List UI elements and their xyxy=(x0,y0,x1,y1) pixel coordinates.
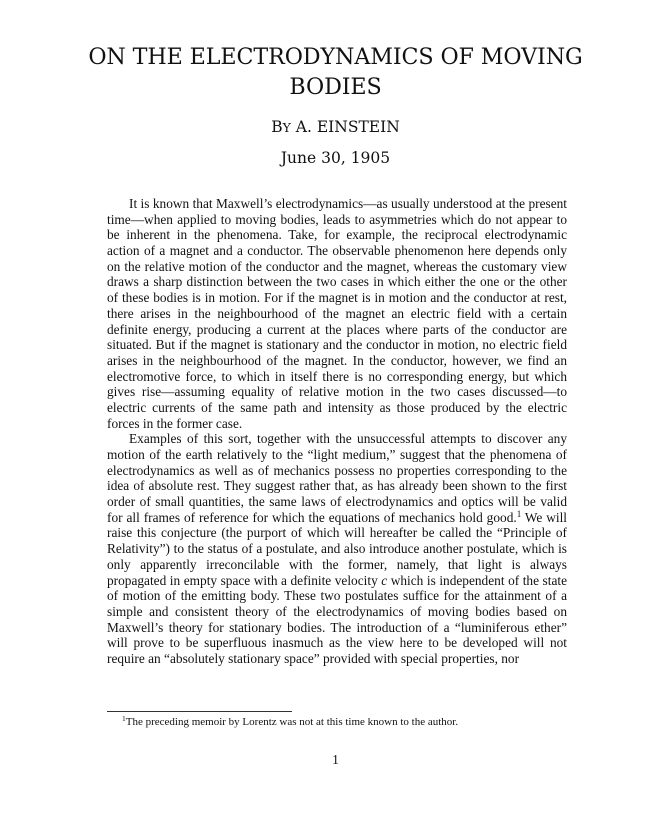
body-text xyxy=(107,196,567,667)
paragraph-2-part-3: which is independent of the state of motion of the emitting body. These two postulates suffice for the attainment of a simple and consistent theory of the electrodynamics of moving bodies based on Maxwell’s theory for stationary bodies. The introduction of a “luminiferous ether” will prove to be superfluous inasmuch as the view here to be developed will not require an “absolutely stationary space” provided with special properties, nor xyxy=(107,572,567,666)
page-number: 1 xyxy=(332,752,339,767)
paragraph-2 xyxy=(107,431,567,666)
footnote-rule xyxy=(107,711,292,712)
velocity-symbol: c xyxy=(381,572,388,588)
footnote-mark: 1 xyxy=(122,714,126,723)
author-prefix-rest: Y xyxy=(282,120,291,135)
paper-date: June 30, 1905 xyxy=(280,149,391,167)
author-line xyxy=(0,117,671,138)
author-name: A. EINSTEIN xyxy=(295,118,400,136)
footnote xyxy=(122,715,562,729)
footnote-text: The preceding memoir by Lorentz was not at this time known to the author. xyxy=(125,716,459,728)
paper-title: ON THE ELECTRODYNAMICS OF MOVING BODIES xyxy=(88,44,583,100)
paragraph-2-part-2: We will raise this conjecture (the purport of which will hereafter be called the “Principle of Relativity”) to the status of a postulate, and also introduce another postulate, which is only apparently irreconcilable with the former, namely, that light is always propagated in empty space with a definite velocity xyxy=(107,509,567,588)
paragraph-2-part-1: Examples of this sort, together with the unsuccessful attempts to discover any motion of the earth relatively to the “light medium,” suggest that the phenomena of electrodynamics as well as of mechanics possess no properties corresponding to the idea of absolute rest. They suggest rather that, as has already been shown to the first order of small quantities, the same laws of electrodynamics and optics will be valid for all frames of reference for which the equations of mechanics hold good. xyxy=(107,431,567,525)
footnote-reference: 1 xyxy=(516,508,522,519)
paragraph-1: It is known that Maxwell’s electrodynamics—as usually understood at the present time—when applied to moving bodies, leads to asymmetries which do not appear to be inherent in the phenomena. Take, for example, the reciprocal electrodynamic action of a magnet and a conductor. The observable phenomenon here depends only on the relative motion of the conductor and the magnet, whereas the customary view draws a sharp distinction between the two cases in which either the one or the other of these bodies is in motion. For if the magnet is in motion and the conductor at rest, there arises in the neighbourhood of the magnet an electric field with a certain definite energy, producing a current at the places where parts of the conductor are situated. But if the magnet is stationary and the conductor in motion, no electric field arises in the neighbourhood of the magnet. In the conductor, however, we find an electromotive force, to which in itself there is no corresponding energy, but which gives rise—assuming equality of relative motion in the two cases discussed—to electric currents of the same path and intensity as those produced by the electric forces in the former case. xyxy=(107,196,567,431)
author-prefix-initial: B xyxy=(271,118,283,136)
